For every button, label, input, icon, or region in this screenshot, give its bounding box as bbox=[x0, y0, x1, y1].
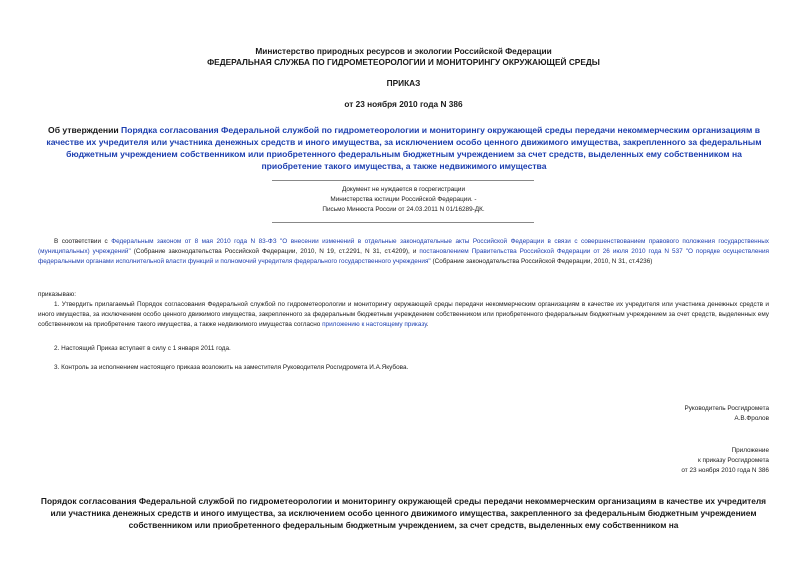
preamble-text-3: (Собрание законодательства Российской Федерации, 2010, N 31, ст.4236) bbox=[430, 258, 653, 265]
header-service: ФЕДЕРАЛЬНАЯ СЛУЖБА ПО ГИДРОМЕТЕОРОЛОГИИ И МОНИТОРИНГУ ОКРУЖАЮЩЕЙ СРЕДЫ bbox=[207, 57, 600, 67]
appendix-line-3: от 23 ноября 2010 года N 386 bbox=[681, 467, 769, 474]
signature-role: Руководитель Росгидромета bbox=[684, 405, 769, 412]
preamble-paragraph bbox=[38, 237, 769, 267]
government-resolution-link[interactable]: постановлением Правительства Российской Федерации от 26 июля 2010 года N 537 "О порядке осуществления федеральными органами исполнительной власти функций и полномочий учредителя федерального государственного учреждения" bbox=[38, 248, 769, 265]
order-item-3: 3. Контроль за исполнением настоящего приказа возложить на заместителя Руководителя Росгидромета И.А.Якубова. bbox=[54, 364, 409, 371]
appendix-link[interactable]: приложению к настоящему приказу bbox=[322, 321, 427, 328]
preamble-text-2: (Собрание законодательства Российской Федерации, 2010, N 19, ст.2291, N 31, ст.4209), и bbox=[130, 248, 420, 255]
signature-name: А.В.Фролов bbox=[734, 415, 769, 422]
title-prefix: Об утверждении bbox=[48, 125, 122, 135]
registration-line-3: Письмо Минюста России от 24.03.2011 N 01/16289-ДК. bbox=[322, 206, 485, 213]
header-ministry: Министерство природных ресурсов и экологии Российской Федерации bbox=[255, 46, 552, 56]
appendix-line-2: к приказу Росгидромета bbox=[697, 457, 769, 464]
document-title bbox=[38, 124, 770, 172]
order-item-1-text: 1. Утвердить прилагаемый Порядок согласования Федеральной службой по гидрометеорологии и мониторингу окружающей среды передачи некоммерческим организациям в качестве их учредителя или участника денежных средств и иного имущества, за исключением особо ценного движимого имущества, закрепленного за федеральным бюджетным учреждением собственником или приобретенного федеральным бюджетным учреждением за счет средств, выделенных ему собственником на приобретение такого имущества, а также недвижимого имущества согласно bbox=[38, 301, 769, 328]
order-item-2: 2. Настоящий Приказ вступает в силу с 1 января 2011 года. bbox=[54, 345, 231, 352]
registration-line-1: Документ не нуждается в госрегистрации bbox=[341, 186, 466, 193]
registration-bottom-rule bbox=[272, 222, 534, 223]
appendix-title: Порядок согласования Федеральной службой по гидрометеорологии и мониторингу окружающей среды передачи некоммерческим организациям в качестве их учредителя или участника денежных средств и иного имущества, за исключением особо ценного движимого имущества, закрепленного за федеральным бюджетным учреждением собственником или приобретенного федеральным бюджетным учреждением, за счет средств, выделенных ему собственником на bbox=[40, 496, 767, 530]
federal-law-link[interactable]: Федеральным законом от 8 мая 2010 года N 83-ФЗ "О внесении изменений в отдельные законодательные акты Российской Федерации в связи с совершенствованием правового положения государственных (муниципальных) учреждений" bbox=[38, 238, 770, 255]
preamble-text-1: В соответствии с bbox=[54, 238, 112, 245]
order-item-1 bbox=[38, 300, 769, 330]
appendix-header bbox=[500, 446, 769, 476]
registration-note bbox=[240, 185, 567, 215]
doc-date-number: от 23 ноября 2010 года N 386 bbox=[344, 99, 463, 109]
order-word: приказываю: bbox=[38, 291, 76, 298]
signature-block bbox=[500, 404, 769, 424]
doc-type: ПРИКАЗ bbox=[386, 78, 421, 88]
appendix-line-1: Приложение bbox=[731, 447, 769, 454]
registration-top-rule bbox=[272, 180, 534, 181]
order-item-1-end: . bbox=[426, 321, 429, 328]
registration-line-2: Министерства юстиции Российской Федерации. - bbox=[330, 196, 477, 203]
title-link[interactable]: Порядка согласования Федеральной службой по гидрометеорологии и мониторингу окружающей среды передачи некоммерческим организациям в качестве их учредителя или участника денежных средств и иного имущества, за исключением особо ценного движимого имущества, закрепленного за федеральным бюджетным учреждением собственником или приобретенного федеральным бюджетным учреждением за счет средств, выделенных ему собственником на приобретение такого имущества, а также недвижимого имущества bbox=[46, 125, 762, 171]
